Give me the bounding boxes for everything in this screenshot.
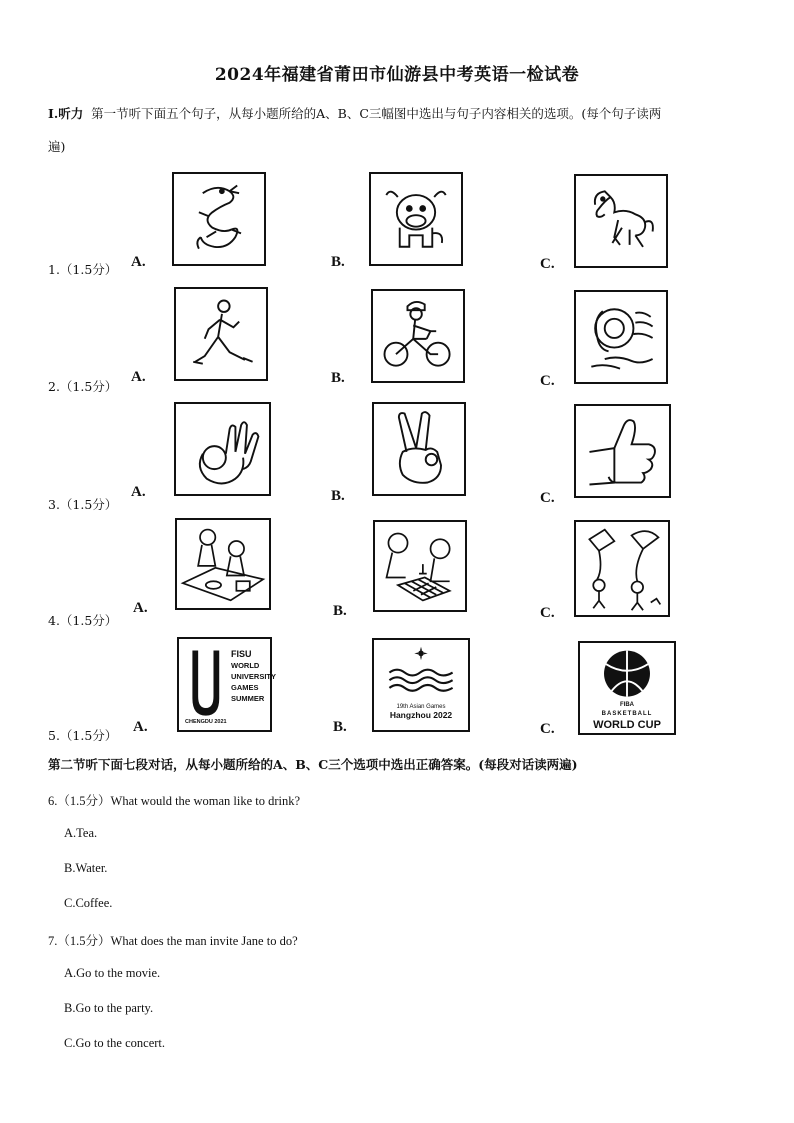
universiade-line: UNIVERSITY (231, 672, 277, 681)
option-7c[interactable]: C.Go to the concert. (64, 1036, 166, 1050)
ox-icon[interactable] (369, 172, 463, 266)
option-a-letter: A. (131, 369, 146, 385)
chess-icon[interactable] (373, 520, 467, 612)
question-7-label: 7.（1.5分） (48, 934, 111, 948)
option-c-letter: C. (540, 721, 555, 737)
page-title: 2024年福建省莆田市仙游县中考英语一检试卷 (214, 65, 580, 85)
question-6-label: 6.（1.5分） (48, 794, 111, 808)
option-c-letter: C. (540, 605, 555, 621)
question-6 (48, 791, 300, 809)
option-7a[interactable]: A.Go to the movie. (64, 966, 161, 980)
question-5-label: 5.（1.5分） (48, 728, 118, 743)
section2-instructions: 第二节听下面七段对话，从每小题所给的A、B、C三个选项中选出正确答案。(每段对话读两遍) (48, 757, 578, 772)
option-c-letter: C. (540, 490, 555, 506)
ok-hand-icon[interactable] (174, 402, 271, 496)
universiade-line: SUMMER (231, 694, 265, 703)
thumbs-up-icon[interactable] (574, 404, 671, 498)
section1-instructions-text: 第一节听下面五个句子，从每小题所给的A、B、C三幅图中选出与句子内容相关的选项。(每个句子读两 (91, 106, 662, 121)
option-a-letter: A. (133, 719, 148, 735)
option-b-letter: B. (331, 370, 345, 386)
universiade-fisu: FISU (231, 649, 252, 659)
swimmer-icon[interactable] (574, 290, 668, 384)
option-6c[interactable]: C.Coffee. (64, 896, 113, 910)
section1-instructions (48, 106, 758, 122)
option-a-letter: A. (133, 600, 148, 616)
cyclist-icon[interactable] (371, 289, 465, 383)
section1-heading: I.听力 (48, 106, 84, 121)
question-3-label: 3.（1.5分） (48, 497, 118, 512)
universiade-logo[interactable] (177, 637, 277, 732)
fiba-line3: WORLD CUP (593, 719, 661, 731)
option-6a[interactable]: A.Tea. (64, 826, 98, 840)
option-a-letter: A. (131, 254, 146, 270)
victory-hand-icon[interactable] (372, 402, 466, 496)
walking-person-icon[interactable] (174, 287, 268, 381)
question-2-label: 2.（1.5分） (48, 379, 118, 394)
fiba-line1: FIBA (620, 702, 634, 708)
fiba-world-cup-logo[interactable] (578, 641, 676, 735)
question-7-text: What does the man invite Jane to do? (110, 934, 298, 948)
universiade-footer: CHENGDU 2021 (185, 719, 227, 725)
option-c-letter: C. (540, 256, 555, 272)
asian-games-line1: 19th Asian Games (396, 704, 446, 710)
option-b-letter: B. (333, 719, 347, 735)
kite-icon[interactable] (574, 520, 670, 617)
option-b-letter: B. (331, 254, 345, 270)
dragon-icon[interactable] (172, 172, 266, 266)
option-b-letter: B. (333, 603, 347, 619)
picnic-icon[interactable] (175, 518, 271, 610)
section1-instructions-cont: 遍) (48, 139, 66, 154)
universiade-line: GAMES (231, 683, 259, 692)
option-a-letter: A. (131, 484, 146, 500)
question-6-text: What would the woman like to drink? (110, 794, 301, 808)
option-7b[interactable]: B.Go to the party. (64, 1001, 154, 1015)
question-1-label: 1.（1.5分） (48, 262, 118, 277)
universiade-line: WORLD (231, 661, 260, 670)
option-b-letter: B. (331, 488, 345, 504)
asian-games-logo[interactable] (372, 638, 470, 732)
horse-icon[interactable] (574, 174, 668, 268)
asian-games-line2: Hangzhou 2022 (389, 710, 453, 720)
option-c-letter: C. (540, 373, 555, 389)
question-7 (48, 931, 298, 949)
question-4-label: 4.（1.5分） (48, 613, 118, 628)
fiba-line2: BASKETBALL (601, 711, 653, 717)
option-6b[interactable]: B.Water. (64, 861, 108, 875)
